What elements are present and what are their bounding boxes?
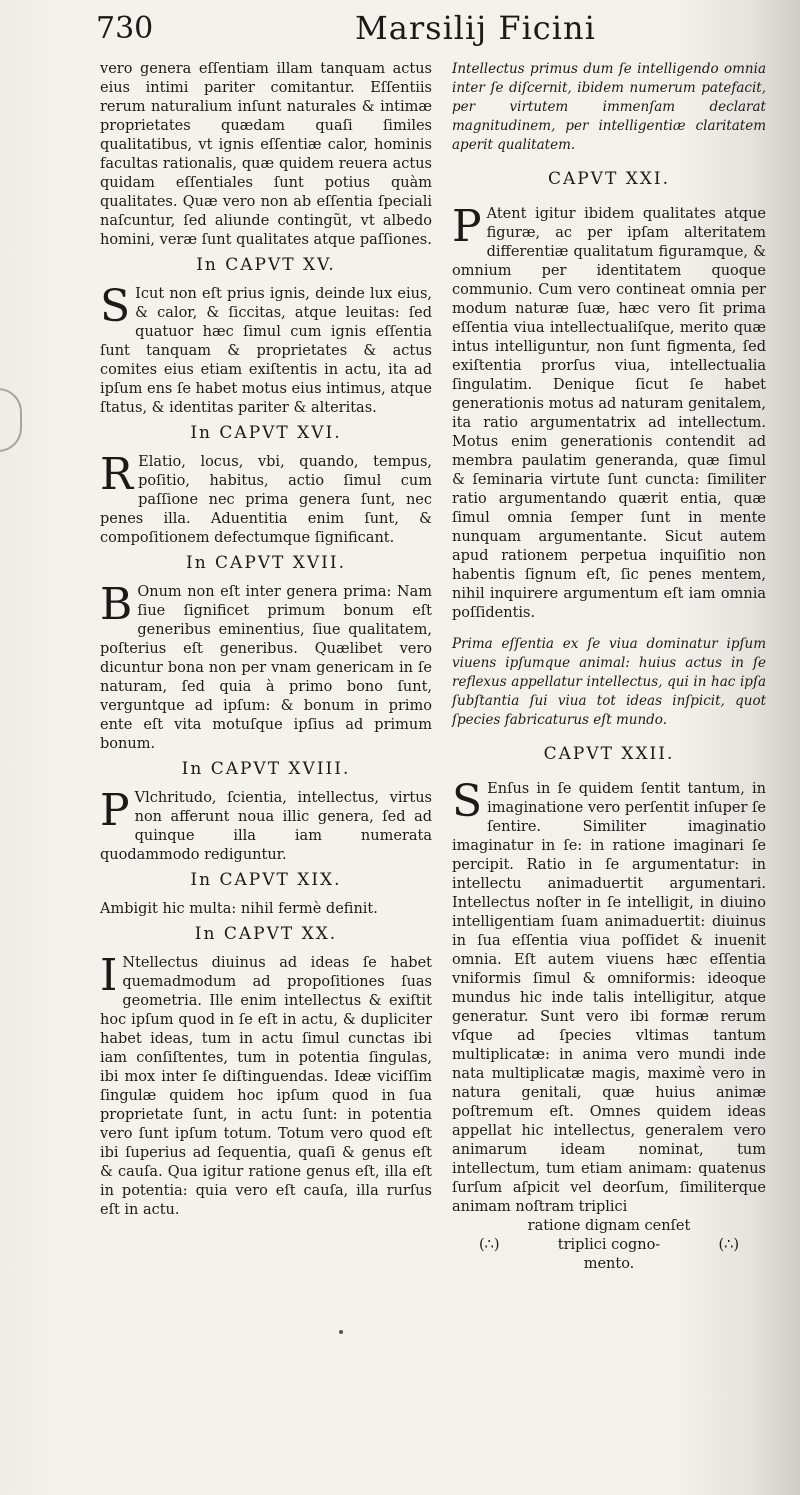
drop-cap: B — [100, 579, 133, 630]
section-xviii-paragraph — [100, 785, 432, 865]
section-heading-xvii: In CAPVT XVII. — [185, 553, 347, 573]
section-xvii-text: Onum non eſt inter genera prima: Nam ſiue ſignificet primum bonum eſt generibus eminentius, ſiue qualitatem, poſterius eſt generibus. Quælibet vero dicuntur bona non per vnam genericam in ſe naturam, ſed quia à primo bono ſunt, verguntque ad ipſum: & bonum in primo ente eſt vita motuſque ipſius ad primum bonum. — [100, 584, 432, 752]
drop-cap: P — [100, 785, 130, 836]
section-heading-xvi: In CAPVT XVI. — [190, 423, 342, 443]
section-xx-paragraph — [100, 950, 432, 1220]
chapter-xxi-paragraph — [452, 201, 766, 623]
section-xv-text: Icut non eſt prius ignis, deinde lux eius, & calor, & ſiccitas, atque leuitas: ſed quatuor hæc ſimul cum ignis eſſentia ſunt tanquam & proprietates & actus comites eius etiam exiſtentis in actu, ita ad ipſum ens ſe habet motus eius intimus, atque ſtatus, & identitas pariter & alteritas. — [100, 286, 432, 416]
drop-cap: S — [100, 281, 131, 332]
intro-paragraph: vero genera eſſentiam illam tanquam actus eius intimi pariter comitantur. Eſſentiis rerum naturalium inſunt naturales & intimæ proprietates quædam quaſi ſimiles qualitatibus, vt ignis eſſentiæ calor, hominis facultas rationalis, quæ quidem reuera actus quidam eſſentiales ſunt potius quàm qualitates. Quæ vero non ab eſſentia ſpeciali naſcuntur, ſed aliunde contingũt, vt albedo homini, veræ ſunt qualitates atque paſſiones. — [100, 61, 432, 248]
chapter-heading-xxi: CAPVT XXI. — [547, 169, 671, 189]
section-heading-xix: In CAPVT XIX. — [190, 870, 342, 890]
left-column — [100, 60, 432, 1220]
closing-line: ratione dignam cenſet — [527, 1218, 691, 1234]
section-xv-paragraph — [100, 281, 432, 418]
closing-row — [479, 1236, 739, 1255]
section-xviii-text: Vlchritudo, ſcientia, intellectus, virtus non afferunt noua illic genera, ſed ad quinque illa iam numerata quodammodo rediguntur. — [100, 790, 432, 863]
page-edge-stain — [0, 388, 22, 452]
chapter-xxii-text: Enſus in ſe quidem ſentit tantum, in imaginatione vero perſentit inſuper ſe ſentire. Similiter imaginatio imaginatur in ſe: in ratione imaginari ſe percipit. Ratio in ſe argumentatur: in intellectu animaduertit argumentari. Intellectus noſter in ſe intelligit, in diuino intelligentiam ſuam animaduertit: diuinus in ſua eſſentia viua poſſidet & inuenit omnia. Eſt autem viuens hæc eſſentia vniformis ſimul & omniformis: ideoque mundus hic inde talis intelligitur, atque generatur. Sunt vero ibi formæ rerum vſque ad ſpecies vltimas tantum multiplicatæ: in anima vero mundi inde nata multiplicatæ magis, maximè vero in natura genitali, quæ huius animæ poſtremum eſt. Omnes quidem ideas appellat hic intellectus, generalem vero animarum ideam nominat, tum intellectum, tum etiam animam: quatenus ſurſum aſpicit vel deorſum, ſimiliterque animam noſtram triplici — [452, 781, 766, 1215]
page-number: 730 — [96, 11, 154, 46]
section-xx-text: Ntellectus diuinus ad ideas ſe habet quemadmodum ad propoſitiones ſuas geometria. Ille enim intellectus & exiſtit hoc ipſum quod in ſe eſt in actu, & dupliciter habet ideas, tum in actu ſimul cunctas ibi iam conſiſtentes, tum in potentia ſingulas, ibi mox inter ſe diſtinguendas. Ideæ viciſſim ſingulæ quidem hoc ipſum quod in ſua proprietate ſunt, in actu ſunt: in potentia vero ſunt ipſum totum. Totum vero quod eſt ibi ſuperius ad ſequentia, quaſi & genus eſt & cauſa. Qua igitur ratione genus eſt, illa eſt in potentia: quia vero eſt cauſa, illa rurſus eſt in actu. — [100, 955, 432, 1218]
closing-line: mento. — [583, 1256, 635, 1272]
section-heading-xx: In CAPVT XX. — [194, 924, 338, 944]
ornament-mark: (∴) — [479, 1237, 500, 1253]
summary-italic-2: Prima eſſentia ex ſe viua dominatur ipſum viuens ipſumque animal: huius actus in ſe reflexus appellatur intellectus, qui in hac ipſa ſubſtantia ſui viua tot ideas inſpicit, quot ſpecies fabricaturus eſt mundo. — [452, 636, 766, 728]
section-heading-xviii: In CAPVT XVIII. — [181, 759, 351, 779]
ink-speck — [339, 1330, 343, 1334]
drop-cap: I — [100, 950, 118, 1001]
chapter-xxi-text: Atent igitur ibidem qualitates atque figuræ, ac per ipſam alteritatem differentiæ qualitatum figuramque, & omnium per identitatem quoque communio. Cum vero contineat omnia per modum naturæ ſuæ, hæc vero ſit prima eſſentia viua intellectualiſque, merito quæ intus intelliguntur, non ſunt figmenta, ſed exiſtentia prorſus viua, intellectualia ſingulatim. Denique ſicut ſe habet generationis motus ad naturam genitalem, ita ratio argumentatrix ad intellectum. Motus enim generationis contendit ad membra paulatim generanda, quæ ſimul & ſeminaria virtute ſunt cuncta: ſimiliter ratio argumentando quærit entia, quæ ſimul omnia ſemper ſunt in mente nunquam argumentante. Sicut autem apud rationem perpetua inquiſitio non habentis ſignum eſt, ſic penes mentem, nihil inquirere argumentum eſt iam omnia poſſidentis. — [452, 206, 766, 621]
closing-block — [452, 1217, 766, 1274]
summary-italic: Intellectus primus dum ſe intelligendo omnia inter ſe diſcernit, ibidem numerum patefacit, per virtutem immenſam declarat magnitudinem, per intelligentiæ claritatem aperit qualitatem. — [452, 61, 766, 153]
running-title: Marsilij Ficini — [355, 9, 596, 47]
section-xvi-text: Elatio, locus, vbi, quando, tempus, poſitio, habitus, actio ſimul cum paſſione nec prima genera ſunt, nec penes illa. Aduentitia enim ſunt, & compoſitionem defectumque ſignificant. — [100, 454, 432, 546]
ornament-mark: (∴) — [718, 1237, 739, 1253]
section-heading-xv: In CAPVT XV. — [196, 255, 336, 275]
page-header — [0, 8, 800, 48]
right-column — [452, 60, 766, 1274]
chapter-heading-xxii: CAPVT XXII. — [543, 744, 675, 764]
section-xvii-paragraph — [100, 579, 432, 754]
chapter-xxii-paragraph — [452, 776, 766, 1217]
section-xvi-paragraph — [100, 449, 432, 548]
drop-cap: R — [100, 449, 134, 500]
drop-cap: P — [452, 201, 482, 252]
section-xix-text: Ambigit hic multa: nihil fermè definit. — [100, 901, 378, 917]
closing-line: triplici cogno- — [557, 1237, 661, 1253]
drop-cap: S — [452, 776, 483, 827]
